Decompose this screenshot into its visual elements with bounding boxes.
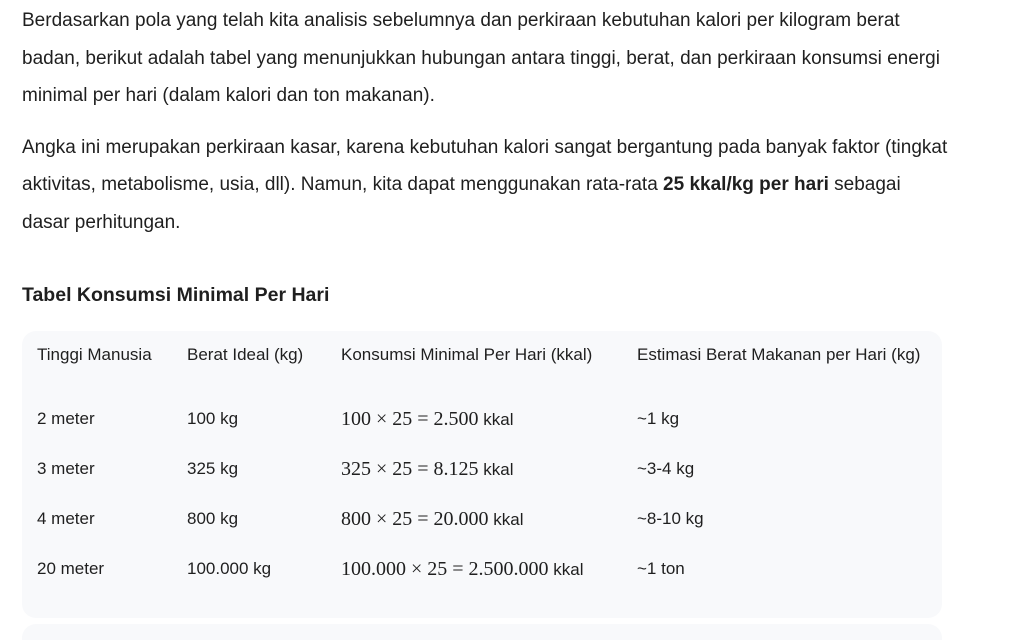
paragraph-2-bold: 25 kkal/kg per hari	[663, 174, 829, 195]
cell-food-weight: ~8-10 kg	[637, 509, 704, 528]
unit: kkal	[553, 560, 584, 579]
formula: 100 × 25 = 2.500	[341, 408, 479, 430]
cell-weight: 100.000 kg	[187, 559, 272, 578]
formula: 800 × 25 = 20.000	[341, 508, 489, 530]
cell-weight: 100 kg	[187, 409, 239, 428]
response-content	[22, 0, 952, 580]
cell-consumption	[341, 553, 637, 616]
consumption-table	[22, 339, 942, 616]
formula: 325 × 25 = 8.125	[341, 458, 479, 480]
formula: 100.000 × 25 = 2.500.000	[341, 558, 549, 580]
intro-paragraph-1: Berdasarkan pola yang telah kita analisis sebelumnya dan perkiraan kebutuhan kalori per kilogram berat badan, berikut adalah tabel yang menunjukkan hubungan antara tinggi, berat, dan perkiraan konsumsi energi minimal per hari (dalam kalori dan ton makanan).	[22, 10, 940, 106]
table-header-row	[22, 339, 942, 403]
unit: kkal	[493, 510, 524, 529]
unit: kkal	[483, 460, 514, 479]
unit: kkal	[483, 410, 514, 429]
paragraph-2-suffix: sebagai dasar perhitungan.	[22, 174, 901, 233]
table-row	[22, 503, 942, 553]
cell-weight: 800 kg	[187, 509, 239, 528]
header-height: Tinggi Manusia	[37, 345, 152, 364]
cell-food-weight: ~1 ton	[637, 559, 685, 578]
intro-paragraph-2	[22, 129, 952, 242]
next-block-card	[22, 624, 942, 640]
cell-weight: 325 kg	[187, 459, 239, 478]
cell-consumption	[341, 503, 637, 553]
cell-food-weight: ~3-4 kg	[637, 459, 695, 478]
header-consumption: Konsumsi Minimal Per Hari (kkal)	[341, 345, 593, 364]
table-heading: Tabel Konsumsi Minimal Per Hari	[22, 284, 330, 306]
cell-height: 2 meter	[37, 409, 95, 428]
cell-consumption	[341, 403, 637, 453]
header-weight: Berat Ideal (kg)	[187, 345, 304, 364]
header-food-weight: Estimasi Berat Makanan per Hari (kg)	[637, 345, 921, 364]
cell-height: 3 meter	[37, 459, 95, 478]
consumption-table-card	[22, 331, 942, 618]
paragraph-2-text: Angka ini merupakan perkiraan kasar, karena kebutuhan kalori sangat bergantung pada banyak faktor (tingkat aktivitas, metabolisme, usia, dll). Namun, kita dapat menggunakan rata-rata	[22, 136, 948, 195]
table-row	[22, 453, 942, 503]
table-row	[22, 553, 942, 616]
cell-food-weight: ~1 kg	[637, 409, 680, 428]
cell-height: 4 meter	[37, 509, 95, 528]
cell-consumption	[341, 453, 637, 503]
table-row	[22, 403, 942, 453]
cell-height: 20 meter	[37, 559, 105, 578]
